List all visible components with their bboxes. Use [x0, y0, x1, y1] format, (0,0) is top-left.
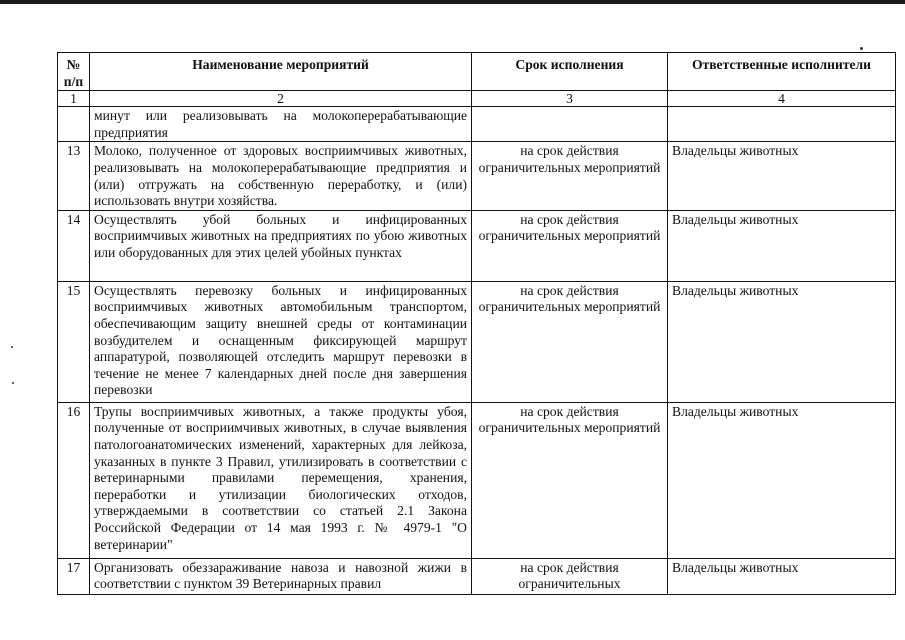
table-row: [58, 107, 896, 142]
row-number: 15: [58, 281, 90, 402]
row-term: [472, 107, 668, 142]
scan-speck: [12, 382, 14, 384]
column-number: 3: [472, 91, 668, 107]
row-number: 14: [58, 210, 90, 281]
header-responsible: Ответственные исполнители: [668, 53, 896, 91]
row-term: на срок действия ограничительных: [472, 558, 668, 594]
row-measure: Осуществлять перевозку больных и инфицированных восприимчивых животных автомобильным транспортом, обеспечивающим защиту внешней среды от контаминации возбудителем и оснащенным фиксирующей маршрут аппаратурой, позволяющей отследить маршрут перевозки в течение не менее 7 календарных дней после дня завершения перевозки: [90, 281, 472, 402]
row-measure: Организовать обеззараживание навоза и навозной жижи в соответствии с пунктом 39 Ветеринарных правил: [90, 558, 472, 594]
row-term: на срок действия ограничительных мероприятий: [472, 210, 668, 281]
column-number-row: [58, 91, 896, 107]
scan-speck: [860, 47, 863, 50]
table-header-row: [58, 53, 896, 91]
table-row: [58, 558, 896, 594]
row-term: на срок действия ограничительных мероприятий: [472, 142, 668, 210]
column-number: 1: [58, 91, 90, 107]
row-responsible: Владельцы животных: [668, 402, 896, 558]
row-responsible: Владельцы животных: [668, 558, 896, 594]
row-measure: Молоко, полученное от здоровых восприимчивых животных, реализовывать на молокоперерабатывающие предприятия и (или) отгружать на собственную переработку, и (или) использовать внутри хозяйства.: [90, 142, 472, 210]
row-number: 16: [58, 402, 90, 558]
row-number: 17: [58, 558, 90, 594]
row-term: на срок действия ограничительных мероприятий: [472, 402, 668, 558]
header-term: Срок исполнения: [472, 53, 668, 91]
row-number: [58, 107, 90, 142]
scan-top-edge: [0, 0, 905, 4]
header-num: № п/п: [58, 53, 90, 91]
table-row: [58, 402, 896, 558]
table-row: [58, 281, 896, 402]
row-number: 13: [58, 142, 90, 210]
table-row: [58, 142, 896, 210]
header-name: Наименование мероприятий: [90, 53, 472, 91]
column-number: 2: [90, 91, 472, 107]
row-term: на срок действия ограничительных мероприятий: [472, 281, 668, 402]
row-measure: Трупы восприимчивых животных, а также продукты убоя, полученные от восприимчивых животных, в случае выявления патологоанатомических изменений, характерных для лейкоза, указанных в пункте 3 Правил, утилизировать в соответствии с ветеринарными правилами перемещения, хранения, переработки и утилизации биологических отходов, утверждаемыми в соответствии со статьей 2.1 Закона Российской Федерации от 14 мая 1993 г. № 4979-1 "О ветеринарии": [90, 402, 472, 558]
row-responsible: [668, 107, 896, 142]
column-number: 4: [668, 91, 896, 107]
scan-speck: [11, 346, 13, 348]
row-measure: минут или реализовывать на молокоперерабатывающие предприятия: [90, 107, 472, 142]
row-measure: Осуществлять убой больных и инфицированных восприимчивых животных на предприятиях по убою животных или оборудованных для этих целей убойных пунктах: [90, 210, 472, 281]
table-row: [58, 210, 896, 281]
measures-table: [57, 52, 896, 595]
row-responsible: Владельцы животных: [668, 142, 896, 210]
row-responsible: Владельцы животных: [668, 210, 896, 281]
row-responsible: Владельцы животных: [668, 281, 896, 402]
